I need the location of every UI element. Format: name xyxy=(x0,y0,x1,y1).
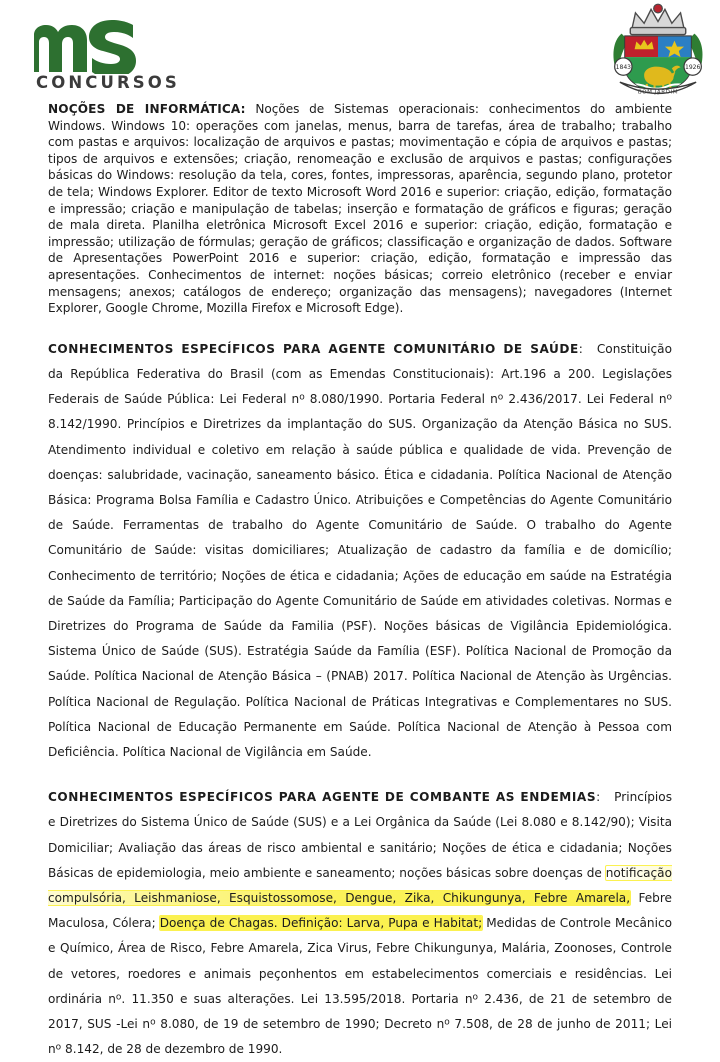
ordinal-marker: o xyxy=(150,1017,156,1028)
ms-concursos-logo xyxy=(32,18,192,92)
section-body-part1: Constituição da República Federativa do Brasil (com as Emendas Constitucionais): Art.196 a 200. Legislações Federais de Saúde Pública: Lei Federal n xyxy=(48,341,672,407)
section-body-tail2: . 11.350 e suas alterações. Lei 13.595/2018. Portaria n xyxy=(121,991,473,1006)
section-body-mid: Febre Maculosa, Cólera; xyxy=(48,890,672,931)
section-spacer-1 xyxy=(48,317,672,337)
coat-of-arms-icon xyxy=(606,2,710,100)
coat-of-arms-ribbon-text: BOM JARDIM xyxy=(637,89,679,96)
ordinal-marker: o xyxy=(497,392,504,403)
section-body-tail4: 8.080, de 19 de setembro de 1990; Decreto n xyxy=(155,1017,445,1031)
section-spacer-2 xyxy=(48,765,672,785)
document-body xyxy=(48,101,672,1062)
highlight-diseases-primary: notificação compulsória, Leishmaniose, Esquistossomose, Dengue, Zika, Chikungunya, Febre Amarela, xyxy=(48,865,672,905)
coat-of-arms-left-date: 1843 xyxy=(615,64,632,72)
section-heading-agente-endemias: CONHECIMENTOS ESPECÍFICOS PARA AGENTE DE COMBANTE AS ENDEMIAS xyxy=(48,790,597,805)
section-agente-combate-endemias xyxy=(48,785,672,1062)
section-body-part4: 8.142/1990. Princípios e Diretrizes da implantação do SUS. Organização da Atenção Básica no SUS. Atendimento individual e coletivo em relação à saúde pública e qualidade de vida. Prevenção de doenças: salubridade, vacinação, saneamento básico. Ética e cidadania. Política Nacional de Atenção Básica: Programa Bolsa Família e Cadastro Único. Atribuições e Competências do Agente Comunitário de Saúde. Ferramentas de trabalho do Agente Comunitário de Saúde. O trabalho do Agente Comunitário de Saúde: visitas domiciliares; Atualização de cadastro da família e de domicílio; Conhecimento de território; Noções de ética e cidadania; Ações de educação em saúde na Estratégia de Saúde da Família; Participação do Agente Comunitário de Saúde em atividades coletivas. Normas e Diretrizes do Programa de Saúde da Familia (PSF). Noções básicas de Vigilância Epidemiológica. Sistema Único de Saúde (SUS). Estratégia Saúde da Família (ESF). Política Nacional de Promoção da Saúde. Política Nacional de Atenção Básica – (PNAB) 2017. Política Nacional de Atenção às Urgências. Política Nacional de Regulação. Política Nacional de Práticas Integrativas e Complementares no SUS. Política Nacional de Educação Permanente em Saúde. Política Nacional de Atenção à Pessoa com Deficiência. Política Nacional de Vigilância em Saúde. xyxy=(48,417,672,759)
section-body-informatica: Noções de Sistemas operacionais: conhecimentos do ambiente Windows. Windows 10: operações com janelas, menus, barra de tarefas, área de trabalho; trabalho com pastas e arquivos: localização de arquivos e pastas; movimentação e cópia de arquivos e pastas; tipos de arquivos e extensões; criação, renomeação e exclusão de arquivos e pastas; configurações básicas do Windows: resolução da tela, cores, fontes, impressoras, aparência, segundo plano, protetor de tela; Windows Explorer. Editor de texto Microsoft Word 2016 e superior: criação, edição, formatação e impressão; criação e manipulação de tabelas; inserção e formatação de gráficos e figuras; geração de mala direta. Planilha eletrônica Microsoft Excel 2016 e superior: criação, edição, formatação e impressão; utilização de fórmulas; geração de gráficos; classificação e organização de dados. Software de Apresentações PowerPoint 2016 e superior: criação, edição, formatação e impressão das apresentações. Conhecimentos de internet: noções básicas; correio eletrônico (receber e enviar mensagens; anexos; catálogos de endereço; organização das mensagens); navegadores (Internet Explorer, Google Chrome, Mozilla Firefox e Microsoft Edge). xyxy=(48,102,672,316)
section-body-part3: 2.436/2017. Lei Federal n xyxy=(503,392,667,407)
section-body-tail3: 2.436, de 21 de setembro de 2017, SUS -Lei n xyxy=(48,991,673,1031)
ordinal-marker: o xyxy=(444,1017,450,1028)
ordinal-marker: o xyxy=(115,992,122,1003)
section-body-part2: 8.080/1990. Portaria Federal n xyxy=(304,392,498,407)
heading-colon-1: : xyxy=(578,341,583,356)
section-body-tail1: Medidas de Controle Mecânico e Químico, Área de Risco, Febre Amarela, Zica Virus, Febre Chikungunya, Malária, Zoonoses, Controle de vetores, roedores e animais peçonhentos em estabelecimentos comerciais e residências. Lei ordinária n xyxy=(48,916,673,1006)
highlight-chagas-definition: Doença de Chagas. Definição: Larva, Pupa e Habitat; xyxy=(159,916,483,931)
ms-logo-icon xyxy=(32,18,164,74)
ordinal-marker: o xyxy=(472,992,479,1003)
document-header xyxy=(0,0,720,100)
section-body-tail6: 8.142, de 28 de dezembro de 1990. xyxy=(61,1042,283,1057)
coat-of-arms-right-date: 1926 xyxy=(684,64,701,72)
ordinal-marker: o xyxy=(666,392,673,403)
ordinal-marker: o xyxy=(299,392,305,403)
ordinal-marker: o xyxy=(55,1042,62,1053)
logo-wordmark: CONCURSOS xyxy=(36,73,180,92)
section-agente-comunitario-saude xyxy=(48,337,672,765)
section-nocoes-informatica xyxy=(48,101,672,317)
section-heading-informatica: NOÇÕES DE INFORMÁTICA: xyxy=(48,102,246,116)
section-heading-agente-comunitario: CONHECIMENTOS ESPECÍFICOS PARA AGENTE COMUNITÁRIO DE SAÚDE xyxy=(48,341,579,356)
section-body-tail5: 7.508, de 28 de junho de 2011; Lei n xyxy=(48,1017,672,1057)
section-body-intro: Princípios e Diretrizes do Sistema Único de Saúde (SUS) e a Lei Orgânica da Saúde (Lei 8.080 e 8.142/90); Visita Domiciliar; Avaliação das áreas de risco ambiental e sanitário; Noções de ética e cidadania; Noções Básicas de epidemiologia, meio ambiente e saneamento; noções básicas sobre doenças de xyxy=(48,790,672,880)
heading-colon-2: : xyxy=(596,790,601,805)
